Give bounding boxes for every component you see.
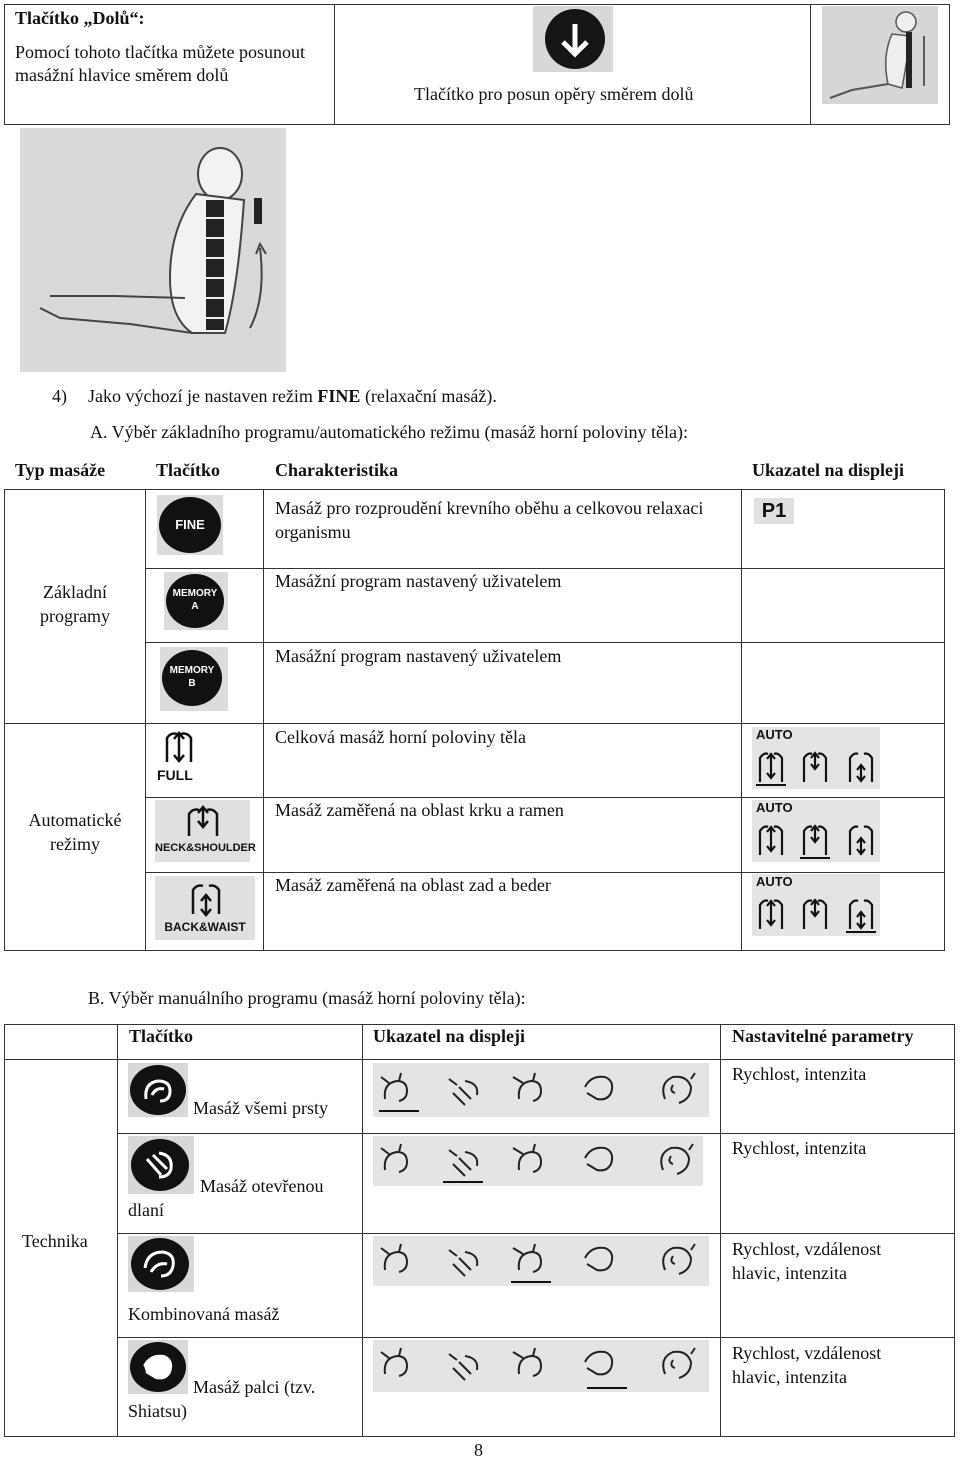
- auto-label: AUTO: [756, 800, 793, 815]
- fine-description: Masáž pro rozproudění krevního oběhu a celkovou relaxaci organismu: [275, 498, 704, 542]
- list-item-text-bold: FINE: [317, 386, 361, 406]
- table-a-header-display: Ukazatel na displeji: [752, 460, 905, 480]
- full-button[interactable]: [157, 728, 201, 786]
- back-waist-description: Masáž zaměřená na oblast zad a beder: [275, 875, 551, 895]
- auto-back-icons: [752, 889, 880, 933]
- full-body-icon: [157, 728, 201, 766]
- manual-label-1: Masáž všemi prsty: [193, 1098, 328, 1118]
- backrest-figure-small: [822, 6, 938, 104]
- section-b-heading: B. Výběr manuálního programu (masáž horní poloviny těla):: [88, 988, 526, 1008]
- neck-shoulder-label: NECK&SHOULDER: [155, 842, 256, 854]
- auto-label: AUTO: [756, 727, 793, 742]
- table-a-row-line: [145, 872, 945, 873]
- auto-label: AUTO: [756, 874, 793, 889]
- neck-shoulder-button[interactable]: [155, 800, 256, 862]
- neck-shoulder-description: Masáž zaměřená na oblast krku a ramen: [275, 800, 564, 820]
- table-a-col-line-1: [145, 489, 146, 951]
- section-a-heading: A. Výběr základního programu/automatického režimu (masáž horní poloviny těla):: [90, 422, 688, 442]
- params-1: Rychlost, intenzita: [732, 1064, 867, 1084]
- combined-icon: [131, 1238, 189, 1290]
- table-a-row-line: [145, 797, 945, 798]
- down-button-title: Tlačítko „Dolů“:: [15, 8, 145, 28]
- fine-button[interactable]: FINE: [159, 497, 221, 553]
- top-table-divider-1: [334, 4, 335, 125]
- table-b-row-line: [117, 1233, 955, 1234]
- manual-label-3: Kombinovaná masáž: [128, 1304, 280, 1324]
- table-b-header-button: Tlačítko: [129, 1026, 194, 1046]
- table-a-row-line: [145, 568, 945, 569]
- manual-label-4b: Shiatsu): [128, 1401, 188, 1421]
- table-a-header-button: Tlačítko: [156, 460, 221, 480]
- down-button-description: Pomocí tohoto tlačítka můžete posunout masážní hlavice směrem dolů: [15, 42, 305, 85]
- auto-display-back-waist: [752, 874, 880, 936]
- list-item-text-after: (relaxační masáž).: [360, 386, 497, 406]
- table-b-row-line: [117, 1133, 955, 1134]
- neck-shoulder-icon: [155, 800, 250, 840]
- auto-display-full: [752, 727, 880, 789]
- manual-technique-icons: [373, 1136, 703, 1186]
- back-waist-icon: [155, 876, 255, 918]
- table-b-row-line: [117, 1337, 955, 1338]
- group-auto-modes: Automatické režimy: [28, 810, 122, 854]
- combined-button[interactable]: [128, 1236, 194, 1292]
- shiatsu-icon: [130, 1342, 186, 1392]
- list-item-text-before: Jako výchozí je nastaven režim: [88, 386, 318, 406]
- table-a-header-characteristic: Charakteristika: [275, 460, 398, 480]
- manual-technique-icons: [373, 1063, 709, 1117]
- memory-a-line2: A: [191, 601, 199, 612]
- auto-neck-icons: [752, 815, 880, 859]
- manual-technique-icons: [373, 1340, 709, 1392]
- params-3: Rychlost, vzdálenost hlavic, intenzita: [732, 1239, 882, 1283]
- memory-a-description: Masážní program nastavený uživatelem: [275, 571, 562, 591]
- backrest-figure-large: [20, 128, 286, 372]
- memory-b-line1: MEMORY: [169, 665, 215, 676]
- memory-a-button[interactable]: [166, 574, 224, 628]
- memory-b-line2: B: [188, 678, 196, 689]
- manual-label-2a: Masáž otevřenou: [200, 1176, 324, 1196]
- back-waist-button[interactable]: [155, 876, 255, 940]
- memory-a-line1: MEMORY: [172, 588, 218, 599]
- memory-b-description: Masážní program nastavený uživatelem: [275, 646, 562, 666]
- memory-b-button[interactable]: [162, 650, 222, 706]
- all-fingers-button[interactable]: [128, 1063, 188, 1117]
- list-item-number: 4): [52, 386, 67, 406]
- manual-technique-icons: [373, 1236, 709, 1286]
- manual-display-open-palm: [373, 1136, 703, 1186]
- table-a-header-type: Typ masáže: [15, 460, 106, 480]
- open-palm-icon: [131, 1139, 189, 1191]
- full-description: Celková masáž horní poloviny těla: [275, 727, 526, 747]
- table-b-col-line-1: [117, 1024, 118, 1437]
- p1-display-indicator: P1: [754, 498, 794, 524]
- back-waist-label: BACK&WAIST: [164, 920, 246, 934]
- down-arrow-icon: [533, 6, 613, 72]
- manual-label-2b: dlaní: [128, 1200, 164, 1220]
- table-a-col-line-3: [741, 489, 742, 951]
- page-number: 8: [474, 1440, 483, 1460]
- shiatsu-button[interactable]: [128, 1340, 188, 1394]
- table-b-col-line-2: [362, 1024, 363, 1437]
- group-technique: Technika: [22, 1231, 88, 1251]
- full-button-label: FULL: [157, 767, 193, 783]
- group-basic-programs: Základní programy: [40, 582, 110, 626]
- manual-display-shiatsu: [373, 1340, 709, 1392]
- table-b-header-line: [4, 1059, 955, 1060]
- table-b-header-params: Nastavitelné parametry: [732, 1026, 914, 1046]
- table-b-header-display: Ukazatel na displeji: [373, 1026, 526, 1046]
- table-a-row-line: [145, 642, 945, 643]
- top-table-divider-2: [810, 4, 811, 125]
- open-palm-button[interactable]: [128, 1136, 194, 1194]
- params-4: Rychlost, vzdálenost hlavic, intenzita: [732, 1343, 882, 1387]
- down-button-caption: Tlačítko pro posun opěry směrem dolů: [414, 84, 694, 104]
- manual-display-all-fingers: [373, 1063, 709, 1117]
- table-a-col-line-2: [263, 489, 264, 951]
- manual-label-4a: Masáž palci (tzv.: [193, 1377, 316, 1397]
- table-b-col-line-3: [720, 1024, 721, 1437]
- list-item-text: [88, 386, 497, 407]
- all-fingers-icon: [130, 1065, 186, 1115]
- auto-display-neck-shoulder: [752, 800, 880, 862]
- params-2: Rychlost, intenzita: [732, 1138, 867, 1158]
- table-a-row-line: [4, 723, 945, 724]
- auto-full-icons: [752, 742, 880, 786]
- manual-display-combined: [373, 1236, 709, 1286]
